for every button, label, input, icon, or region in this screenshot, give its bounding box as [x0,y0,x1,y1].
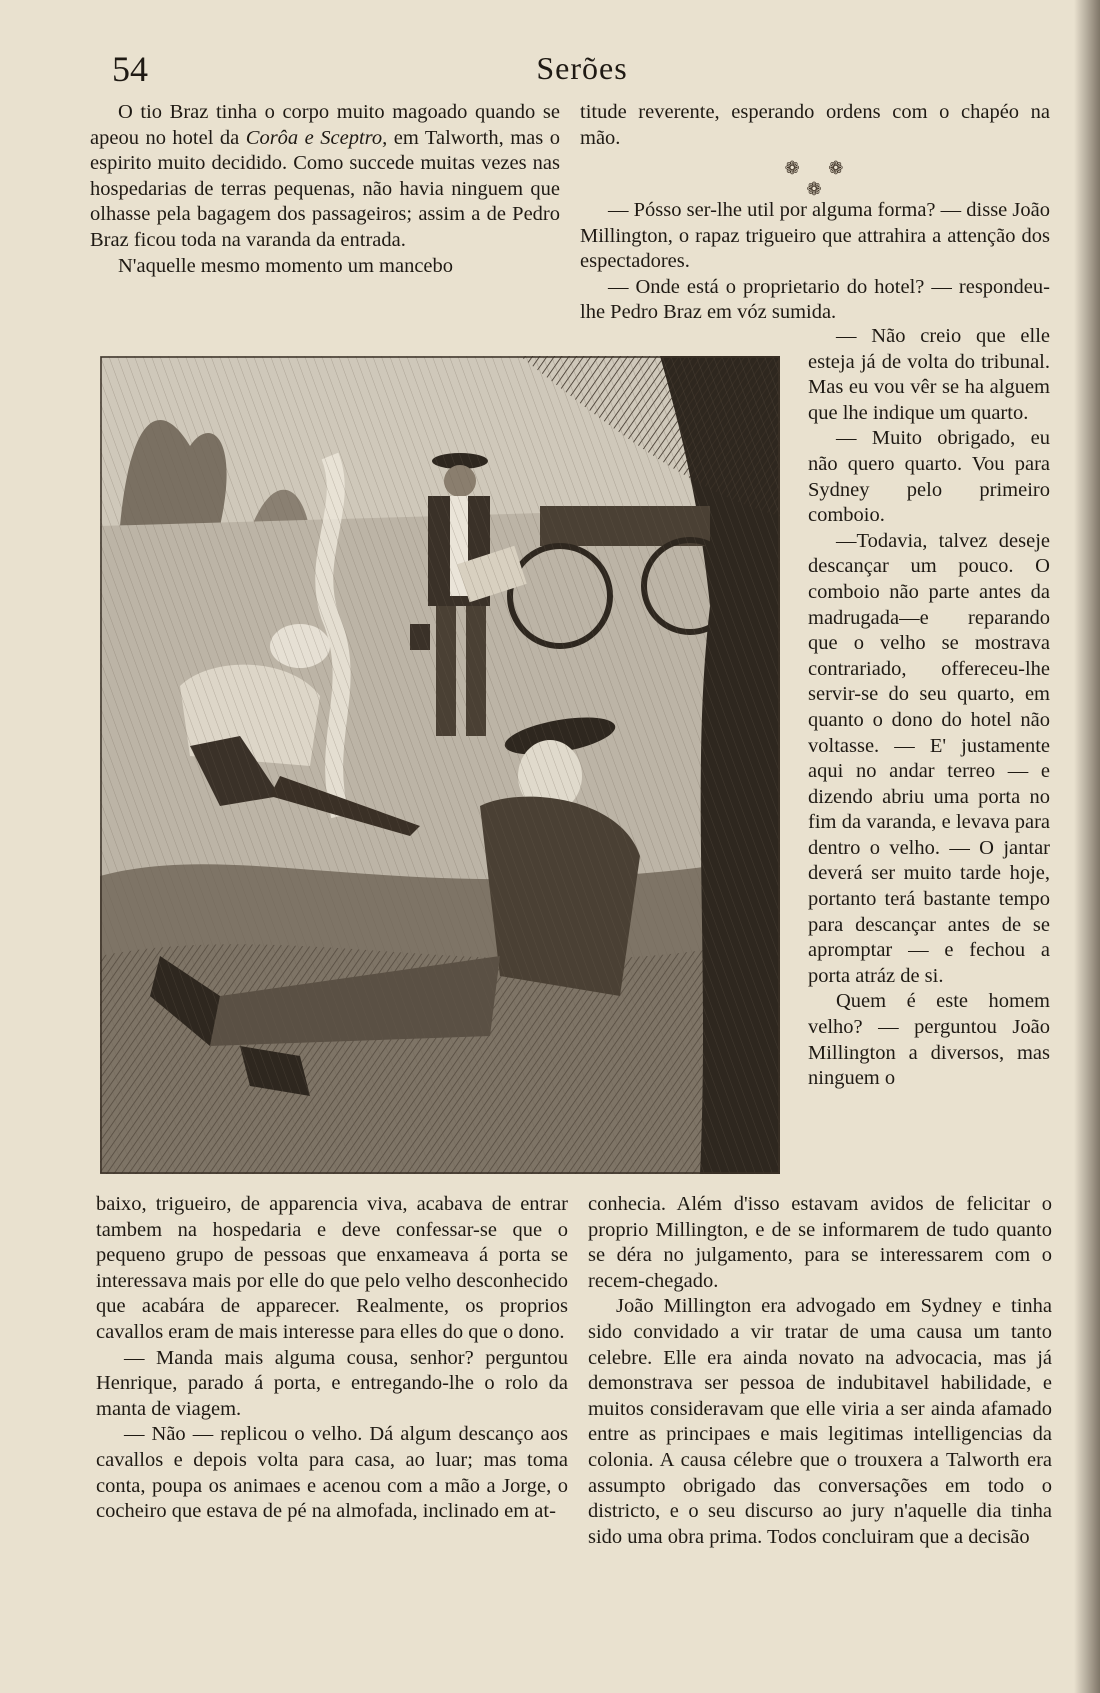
paragraph: João Millington era advogado em Sydney e tinha sido convidado a vir tratar de uma causa um tanto celebre. Elle era ainda novato na advocacia, mas já demonstrava ser pessoa de indubitavel habilidade, e muitos consideravam que elle viria a ser ainda afamado entre as principaes e mais legitimas intelligencias da colonia. A causa célebre que o trouxera a Talworth era assumpto obrigado das conversações em todo o districto, e o seu discurso ao jury n'aquelle dia tinha sido uma obra prima. Todos concluiram que a decisão [588,1295,1052,1548]
left-column-bottom [96,1192,568,1525]
paragraph: baixo, trigueiro, de apparencia viva, acabava de entrar tambem na hospedaria e deve confessar-se que o pequeno grupo de pessoas que enxameava á porta se interessava mais por elle do que pelo velho desconhecido que acabára de apparecer. Realmente, os proprios cavallos eram de mais interesse para elles do que o dono. [96,1193,568,1343]
paragraph: —Todavia, talvez deseje descançar um pouco. O comboio não parte antes da madrugada—e reparando que o velho se mostrava contrariado, offereceu-lhe servir-se do seu quarto, em quanto o dono do hotel não voltasse. — E' justamente aqui no andar terreo — e dizendo abriu uma porta no fim da varanda, e levava para dentro o velho. — O jantar deverá ser muito tarde hoje, portanto terá bastante tempo para descançar antes de se apromptar — e fechou a porta atráz de si. [808,529,1050,987]
right-column-middle [580,198,1050,326]
right-column-top [580,100,1050,151]
paragraph: — Manda mais alguma cousa, senhor? perguntou Henrique, parado á porta, e entregando-lhe o rolo da manta de viagem. [96,1346,568,1420]
paragraph: Quem é este homem velho? — perguntou João Millington a diversos, mas ninguem o [808,990,1050,1090]
hotel-name: Corôa e Sceptro, [245,126,388,149]
left-column-top [90,100,560,279]
page-header [112,48,1052,98]
paragraph: — Não creio que elle esteja já de volta do tribunal. Mas eu vou vêr se ha alguem que lhe indique um quarto. [808,325,1050,424]
page-edge-shadow [1074,0,1100,1693]
right-column-bottom [588,1192,1052,1550]
paragraph: — Onde está o proprietario do hotel? — respondeu-lhe Pedro Braz em vóz sumida. [580,275,1050,324]
paragraph: titude reverente, esperando ordens com o chapéo na mão. [580,101,1050,149]
paragraph: — Pósso ser-lhe util por alguma forma? — disse João Millington, o rapaz trigueiro que attrahira a attenção dos espectadores. [580,199,1050,273]
right-narrow-column [808,324,1050,1092]
paragraph: O tio Braz tinha o corpo muito magoado quando se apeou no hotel da Corôa e Sceptro, em Talworth, mas o espirito muito decidido. Como succede muitas vezes nas hospedarias de terras pequenas, não havia ninguem que olhasse pela bagagem dos passageiros; assim a de Pedro Braz ficou toda na varanda da entrada. [90,101,560,251]
running-title: Serões [536,50,628,86]
page-number: 54 [112,49,148,89]
paragraph: N'aquelle mesmo momento um mancebo [118,254,454,277]
section-ornament: ❁ ❁ ❁ [784,158,856,199]
camp-scene-image [100,356,780,1174]
paragraph: — Não — replicou o velho. Dá algum descanço aos cavallos e depois volta para casa, ao luar; mas toma conta, poupa os animaes e acenou com a mão a Jorge, o cocheiro que estava de pé na almofada, inclinado em at- [96,1423,568,1523]
engraving-illustration [100,356,780,1174]
paragraph: conhecia. Além d'isso estavam avidos de felicitar o proprio Millington, e de se informarem de tudo quanto se déra no julgamento, para se interessarem com o recem-chegado. [588,1193,1052,1292]
paragraph: — Muito obrigado, eu não quero quarto. Vou para Sydney pelo primeiro comboio. [808,427,1050,527]
